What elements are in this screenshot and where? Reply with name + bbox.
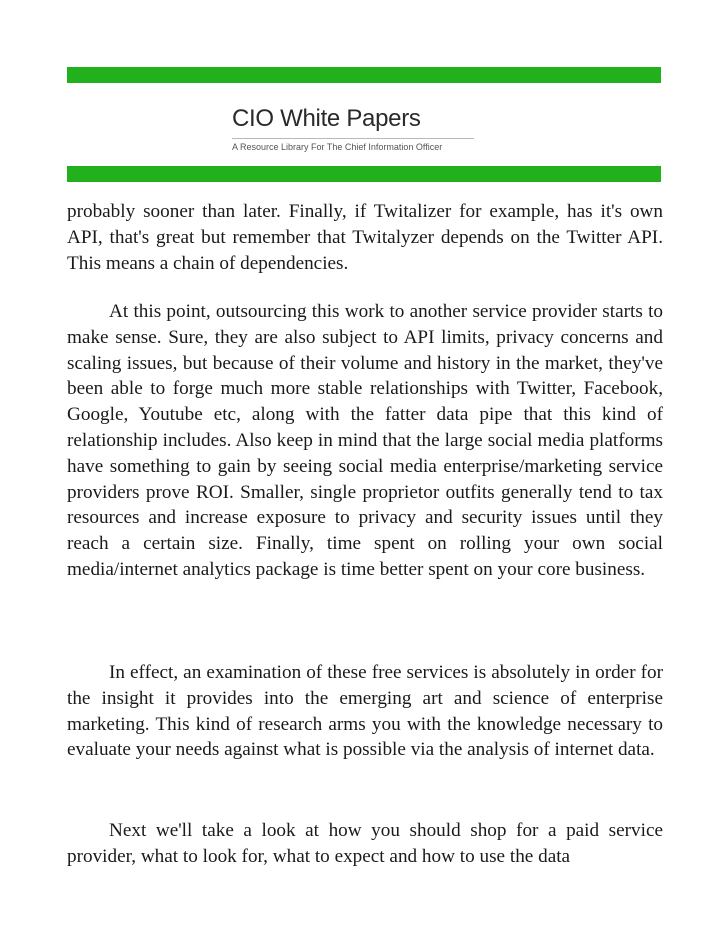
paragraph-text: At this point, outsourcing this work to another service provider starts to make sense. Sure, they are also subject to API limits, privacy concerns and scaling issues, but because of their volume and history in the market, they've been able to forge much more stable relationships with Twitter, Facebook, Google, Youtube etc, along with the fatter data pipe that this kind of relationship includes. Also keep in mind that the large social media platforms have something to gain by seeing social media enterprise/marketing service providers prove ROI. Smaller, single proprietor outfits generally tend to tax resources and increase exposure to privacy and security issues until they reach a certain size. Finally, time spent on rolling your own social media/internet analytics package is time better spent on your core business.	[67, 301, 663, 580]
header-top-bar	[67, 67, 661, 83]
paragraph-2	[67, 299, 663, 583]
paragraph-1	[67, 199, 663, 276]
logo-title: CIO White Papers	[232, 105, 421, 132]
paragraph-text: probably sooner than later. Finally, if Twitalizer for example, has it's own API, that's great but remember that Twitalyzer depends on the Twitter API. This means a chain of dependencies.	[67, 201, 663, 274]
paragraph-4	[67, 818, 663, 870]
cio-white-papers-logo	[232, 104, 474, 152]
paragraph-text: In effect, an examination of these free services is absolutely in order for the insight it provides into the emerging art and science of enterprise marketing. This kind of research arms you with the knowledge necessary to evaluate your needs against what is possible via the analysis of internet data.	[67, 662, 663, 761]
logo-subtitle: A Resource Library For The Chief Information Officer	[232, 142, 443, 152]
paragraph-3	[67, 660, 663, 763]
paragraph-text: Next we'll take a look at how you should shop for a paid service provider, what to look for, what to expect and how to use the data	[67, 820, 663, 867]
header-bottom-bar	[67, 166, 661, 182]
logo-divider	[232, 138, 474, 139]
